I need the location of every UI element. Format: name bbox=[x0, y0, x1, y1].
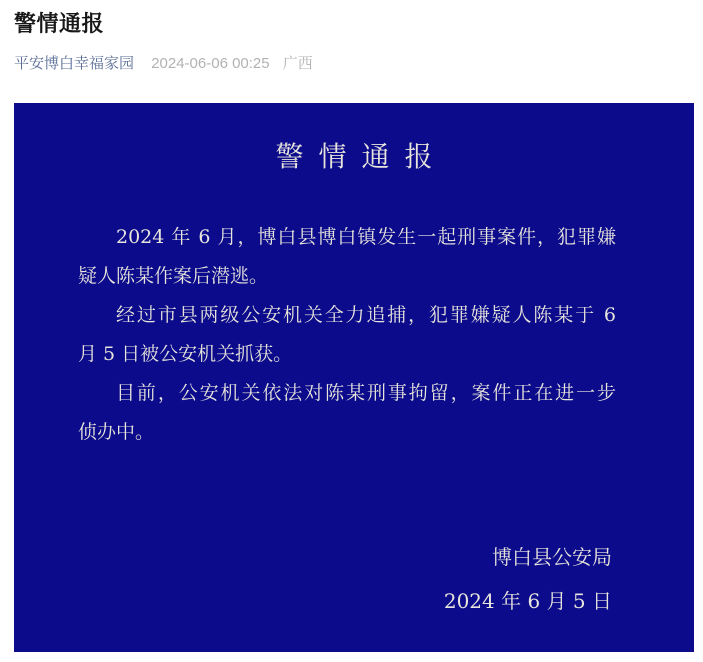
police-notice-image[interactable] bbox=[14, 103, 694, 652]
publish-timestamp: 2024-06-06 00:25 bbox=[151, 55, 270, 72]
source-account-link[interactable]: 平安博白幸福家园 bbox=[14, 55, 135, 72]
publish-region: 广西 bbox=[282, 55, 313, 72]
notice-body bbox=[14, 218, 694, 452]
notice-line: 侦办中。 bbox=[78, 421, 155, 443]
post-title: 警情通报 bbox=[14, 11, 105, 36]
signature-date: 2024 年 6 月 5 日 bbox=[443, 589, 612, 613]
notice-line: 月 5 日被公安机关抓获。 bbox=[78, 343, 293, 365]
notice-line: 2024 年 6 月，博白县博白镇发生一起刑事案件，犯罪嫌 bbox=[116, 226, 616, 248]
signature-agency: 博白县公安局 bbox=[492, 545, 612, 569]
notice-title: 警情通报 bbox=[275, 140, 448, 173]
notice-line: 疑人陈某作案后潜逃。 bbox=[78, 265, 269, 287]
notice-line: 目前，公安机关依法对陈某刑事拘留，案件正在进一步 bbox=[116, 382, 616, 404]
notice-line: 经过市县两级公安机关全力追捕，犯罪嫌疑人陈某于 6 bbox=[116, 304, 616, 326]
post-meta bbox=[14, 54, 694, 74]
notice-signature bbox=[444, 535, 612, 623]
